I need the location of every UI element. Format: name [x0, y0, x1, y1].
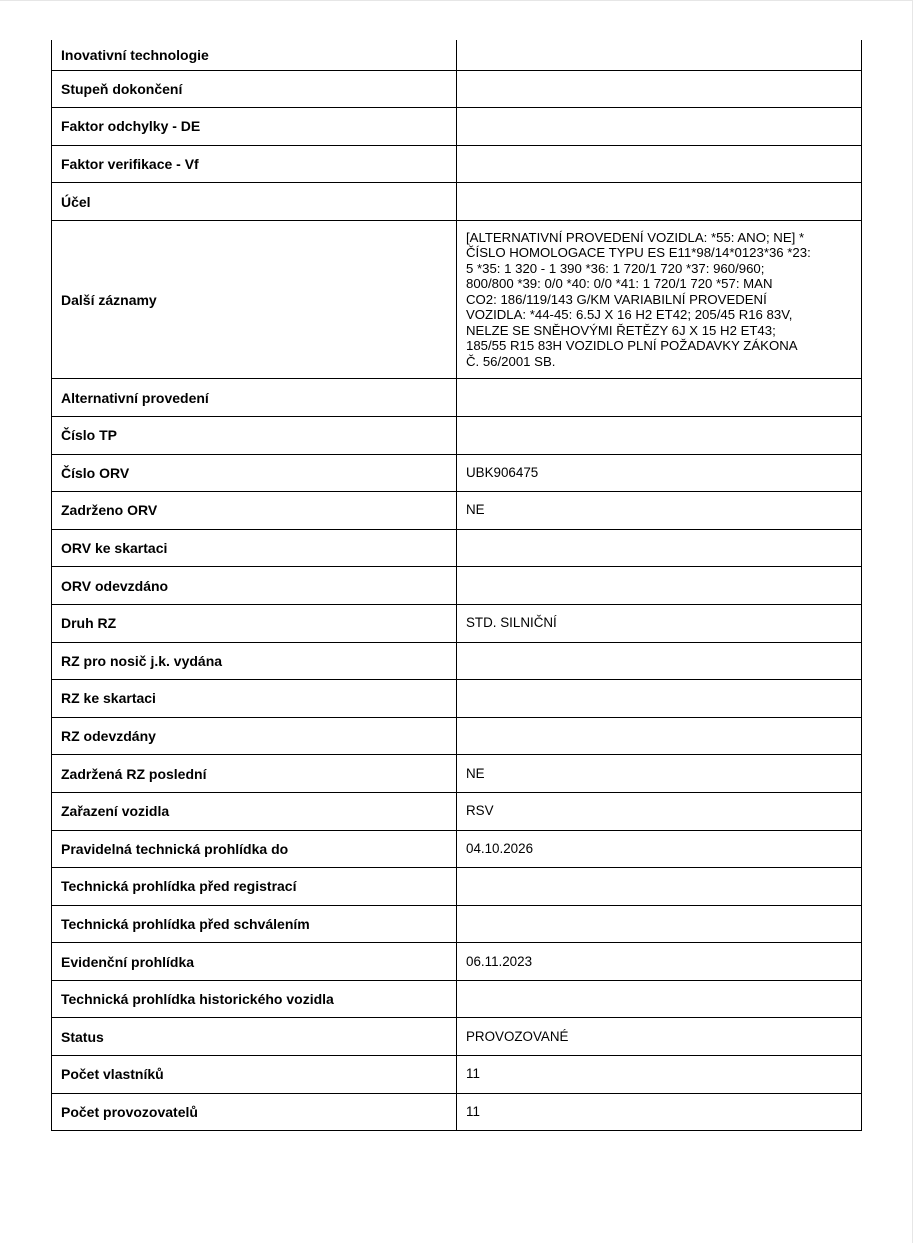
table-row-cislo-tp: [52, 416, 862, 454]
table-row-druh-rz: [52, 604, 862, 642]
row-value: 04.10.2026: [457, 830, 862, 868]
table-row-evidencni-prohlidka: [52, 943, 862, 981]
table-row-cislo-orv: [52, 454, 862, 492]
row-value: [457, 40, 862, 70]
table-row-zadrzena-rz-posledni: [52, 755, 862, 793]
row-value: NE: [457, 755, 862, 793]
row-value: NE: [457, 492, 862, 530]
row-value: PROVOZOVANÉ: [457, 1018, 862, 1056]
row-value: [457, 70, 862, 108]
row-label: Pravidelná technická prohlídka do: [52, 830, 457, 868]
table-row-inovativni-technologie: [52, 40, 862, 70]
row-label: Faktor odchylky - DE: [52, 108, 457, 146]
row-value: 11: [457, 1093, 862, 1131]
row-label: Technická prohlídka před schválením: [52, 905, 457, 943]
row-label: Počet vlastníků: [52, 1056, 457, 1094]
row-label: Další záznamy: [52, 220, 457, 379]
table-row-orv-ke-skartaci: [52, 529, 862, 567]
row-label: Účel: [52, 183, 457, 221]
row-value: [457, 183, 862, 221]
row-value: [457, 108, 862, 146]
row-value: [457, 145, 862, 183]
table-row-pocet-provozovatelu: [52, 1093, 862, 1131]
row-value-notes: [ALTERNATIVNÍ PROVEDENÍ VOZIDLA: *55: ANO; NE] * ČÍSLO HOMOLOGACE TYPU ES E11*98/14*0123*36 *23: 5 *35: 1 320 - 1 390 *36: 1 720/1 720 *37: 960/960; 800/800 *39: 0/0 *40: 0/0 *41: 1 720/1 720 *57: MAN CO2: 186/119/143 G/KM VARIABILNÍ PROVEDENÍ VOZIDLA: *44-45: 6.5J X 16 H2 ET42; 205/45 R16 83V, NELZE SE SNĚHOVÝMI ŘETĚZY 6J X 15 H2 ET43; 185/55 R15 83H VOZIDLO PLNÍ POŽADAVKY ZÁKONA Č. 56/2001 SB.: [457, 220, 862, 379]
row-value: [457, 868, 862, 906]
row-label: Evidenční prohlídka: [52, 943, 457, 981]
row-value: RSV: [457, 792, 862, 830]
row-value: [457, 980, 862, 1018]
table-row-tp-pred-schvalenim: [52, 905, 862, 943]
row-label: Faktor verifikace - Vf: [52, 145, 457, 183]
row-label: Počet provozovatelů: [52, 1093, 457, 1131]
row-label: Stupeň dokončení: [52, 70, 457, 108]
row-value: [457, 642, 862, 680]
row-label: Inovativní technologie: [52, 40, 457, 70]
row-label: Zadrženo ORV: [52, 492, 457, 530]
row-label: Číslo TP: [52, 416, 457, 454]
table-row-dalsi-zaznamy: [52, 220, 862, 379]
row-value: [457, 905, 862, 943]
table-row-rz-odevzdany: [52, 717, 862, 755]
row-label: RZ ke skartaci: [52, 680, 457, 718]
table-row-ucel: [52, 183, 862, 221]
row-label: Zadržená RZ poslední: [52, 755, 457, 793]
row-label: Číslo ORV: [52, 454, 457, 492]
row-label: ORV ke skartaci: [52, 529, 457, 567]
row-value: [457, 680, 862, 718]
row-value: 11: [457, 1056, 862, 1094]
table-row-orv-odevzdano: [52, 567, 862, 605]
row-label: Zařazení vozidla: [52, 792, 457, 830]
table-row-zarazeni-vozidla: [52, 792, 862, 830]
table-row-zadrzeno-orv: [52, 492, 862, 530]
row-label: Status: [52, 1018, 457, 1056]
row-label: Alternativní provedení: [52, 379, 457, 417]
row-value: [457, 567, 862, 605]
row-value: [457, 529, 862, 567]
row-value: STD. SILNIČNÍ: [457, 604, 862, 642]
row-label: Technická prohlídka historického vozidla: [52, 980, 457, 1018]
table-row-stupen-dokonceni: [52, 70, 862, 108]
row-label: RZ pro nosič j.k. vydána: [52, 642, 457, 680]
table-row-faktor-verifikace: [52, 145, 862, 183]
table-row-pocet-vlastniku: [52, 1056, 862, 1094]
row-value: [457, 416, 862, 454]
table-row-status: [52, 1018, 862, 1056]
row-value: UBK906475: [457, 454, 862, 492]
row-label: RZ odevzdány: [52, 717, 457, 755]
row-label: Druh RZ: [52, 604, 457, 642]
table-row-rz-ke-skartaci: [52, 680, 862, 718]
table-row-tp-historickeho-vozidla: [52, 980, 862, 1018]
vehicle-record-table: [51, 40, 862, 1131]
table-row-rz-pro-nosic: [52, 642, 862, 680]
row-label: ORV odevzdáno: [52, 567, 457, 605]
table-row-tp-pred-registraci: [52, 868, 862, 906]
table-row-alternativni-provedeni: [52, 379, 862, 417]
row-value: [457, 717, 862, 755]
row-label: Technická prohlídka před registrací: [52, 868, 457, 906]
row-value: [457, 379, 862, 417]
row-value: 06.11.2023: [457, 943, 862, 981]
table-row-faktor-odchylky: [52, 108, 862, 146]
table-row-pravidelna-tp-do: [52, 830, 862, 868]
